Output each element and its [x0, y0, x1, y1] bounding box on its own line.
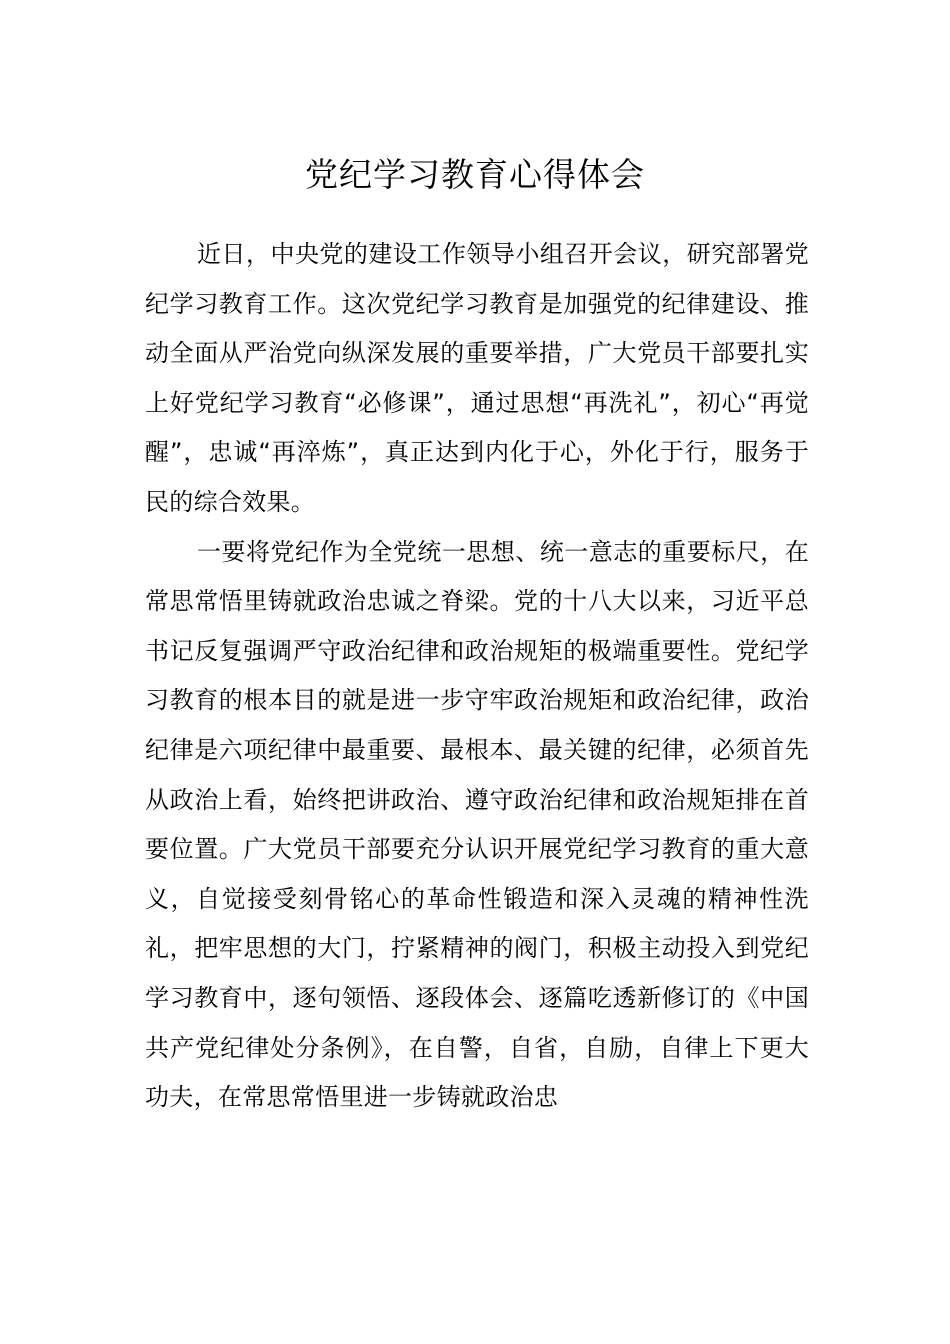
paragraph-2: 一要将党纪作为全党统一思想、统一意志的重要标尺，在常思常悟里铸就政治忠诚之脊梁。党的十八大以来，习近平总书记反复强调严守政治纪律和政治规矩的极端重要性。党纪学习教育的根本目的就是进一步守牢政治规矩和政治纪律，政治纪律是六项纪律中最重要、最根本、最关键的纪律，必须首先从政治上看，始终把讲政治、遵守政治纪律和政治规矩排在首要位置。广大党员干部要充分认识开展党纪学习教育的重大意义，自觉接受刻骨铭心的革命性锻造和深入灵魂的精神性洗礼，把牢思想的大门，拧紧精神的阀门，积极主动投入到党纪学习教育中，逐句领悟、逐段体会、逐篇吃透新修订的《中国共产党纪律处分条例》，在自警，自省，自励，自律上下更大功夫，在常思常悟里进一步铸就政治忠 [145, 537, 809, 1112]
document-body [145, 230, 809, 1123]
document-title: 党纪学习教育心得体会 [305, 155, 645, 194]
paragraph-1: 近日，中央党的建设工作领导小组召开会议，研究部署党纪学习教育工作。这次党纪学习教育是加强党的纪律建设、推动全面从严治党向纵深发展的重要举措，广大党员干部要扎实上好党纪学习教育“必修课”，通过思想“再洗礼”，初心“再觉醒”，忠诚“再淬炼”，真正达到内化于心，外化于行，服务于民的综合效果。 [145, 240, 809, 516]
